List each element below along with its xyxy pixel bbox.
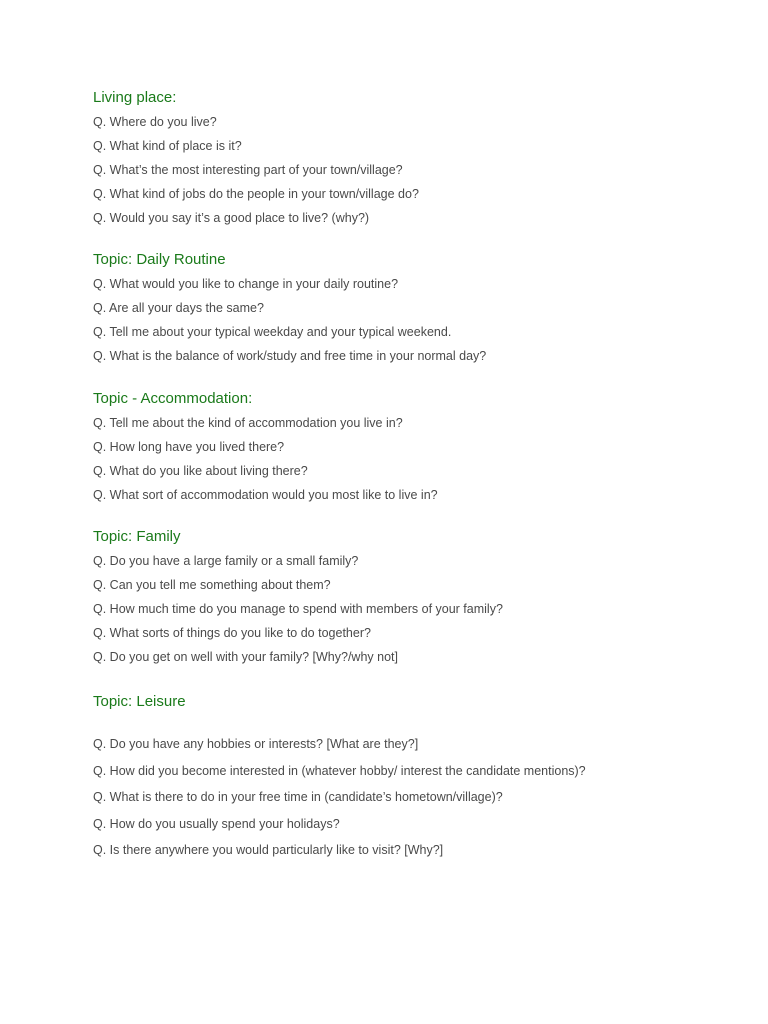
question-item: Q. Tell me about your typical weekday and your typical weekend.: [93, 325, 452, 339]
question-item: Q. What is there to do in your free time in (candidate’s hometown/village)?: [93, 790, 503, 804]
question-item: Q. What is the balance of work/study and free time in your normal day?: [93, 349, 487, 363]
question-item: Q. Do you get on well with your family? [Why?/why not]: [93, 650, 398, 664]
question-item: Q. Do you have any hobbies or interests? [What are they?]: [93, 737, 419, 751]
question-item: Q. Are all your days the same?: [93, 301, 264, 315]
section-family: [93, 526, 753, 669]
question-item: Q. What’s the most interesting part of your town/village?: [93, 163, 403, 177]
section-heading: Topic: Family: [93, 528, 181, 545]
question-item: Q. What sort of accommodation would you most like to live in?: [93, 488, 438, 502]
question-item: Q. How did you become interested in (whatever hobby/ interest the candidate mentions)?: [93, 763, 586, 778]
question-item: Q. What would you like to change in your daily routine?: [93, 277, 399, 291]
question-item: Q. How do you usually spend your holidays?: [93, 816, 340, 831]
question-item: Q. What kind of jobs do the people in your town/village do?: [93, 187, 419, 201]
question-item: Q. What do you like about living there?: [93, 464, 308, 478]
section-heading: Topic - Accommodation:: [93, 390, 253, 407]
question-item: Q. What kind of place is it?: [93, 139, 242, 153]
section-heading: Living place:: [93, 89, 177, 106]
section-heading: Topic: Daily Routine: [93, 251, 226, 268]
section-heading: Topic: Leisure: [93, 693, 186, 710]
question-item: Q. Tell me about the kind of accommodation you live in?: [93, 416, 403, 430]
question-item: Q. Is there anywhere you would particularly like to visit? [Why?]: [93, 843, 444, 857]
question-item: Q. Do you have a large family or a small family?: [93, 554, 359, 568]
question-item: Q. How long have you lived there?: [93, 440, 285, 454]
question-item: Q. Can you tell me something about them?: [93, 578, 331, 592]
question-item: Q. Would you say it’s a good place to live? (why?): [93, 211, 370, 225]
section-accommodation: [93, 388, 753, 507]
question-item: Q. How much time do you manage to spend with members of your family?: [93, 602, 503, 616]
section-daily-routine: [93, 249, 753, 368]
section-living-place: [93, 87, 753, 230]
question-item: Q. What sorts of things do you like to do together?: [93, 626, 371, 640]
question-item: Q. Where do you live?: [93, 115, 217, 129]
section-leisure: [93, 691, 753, 864]
